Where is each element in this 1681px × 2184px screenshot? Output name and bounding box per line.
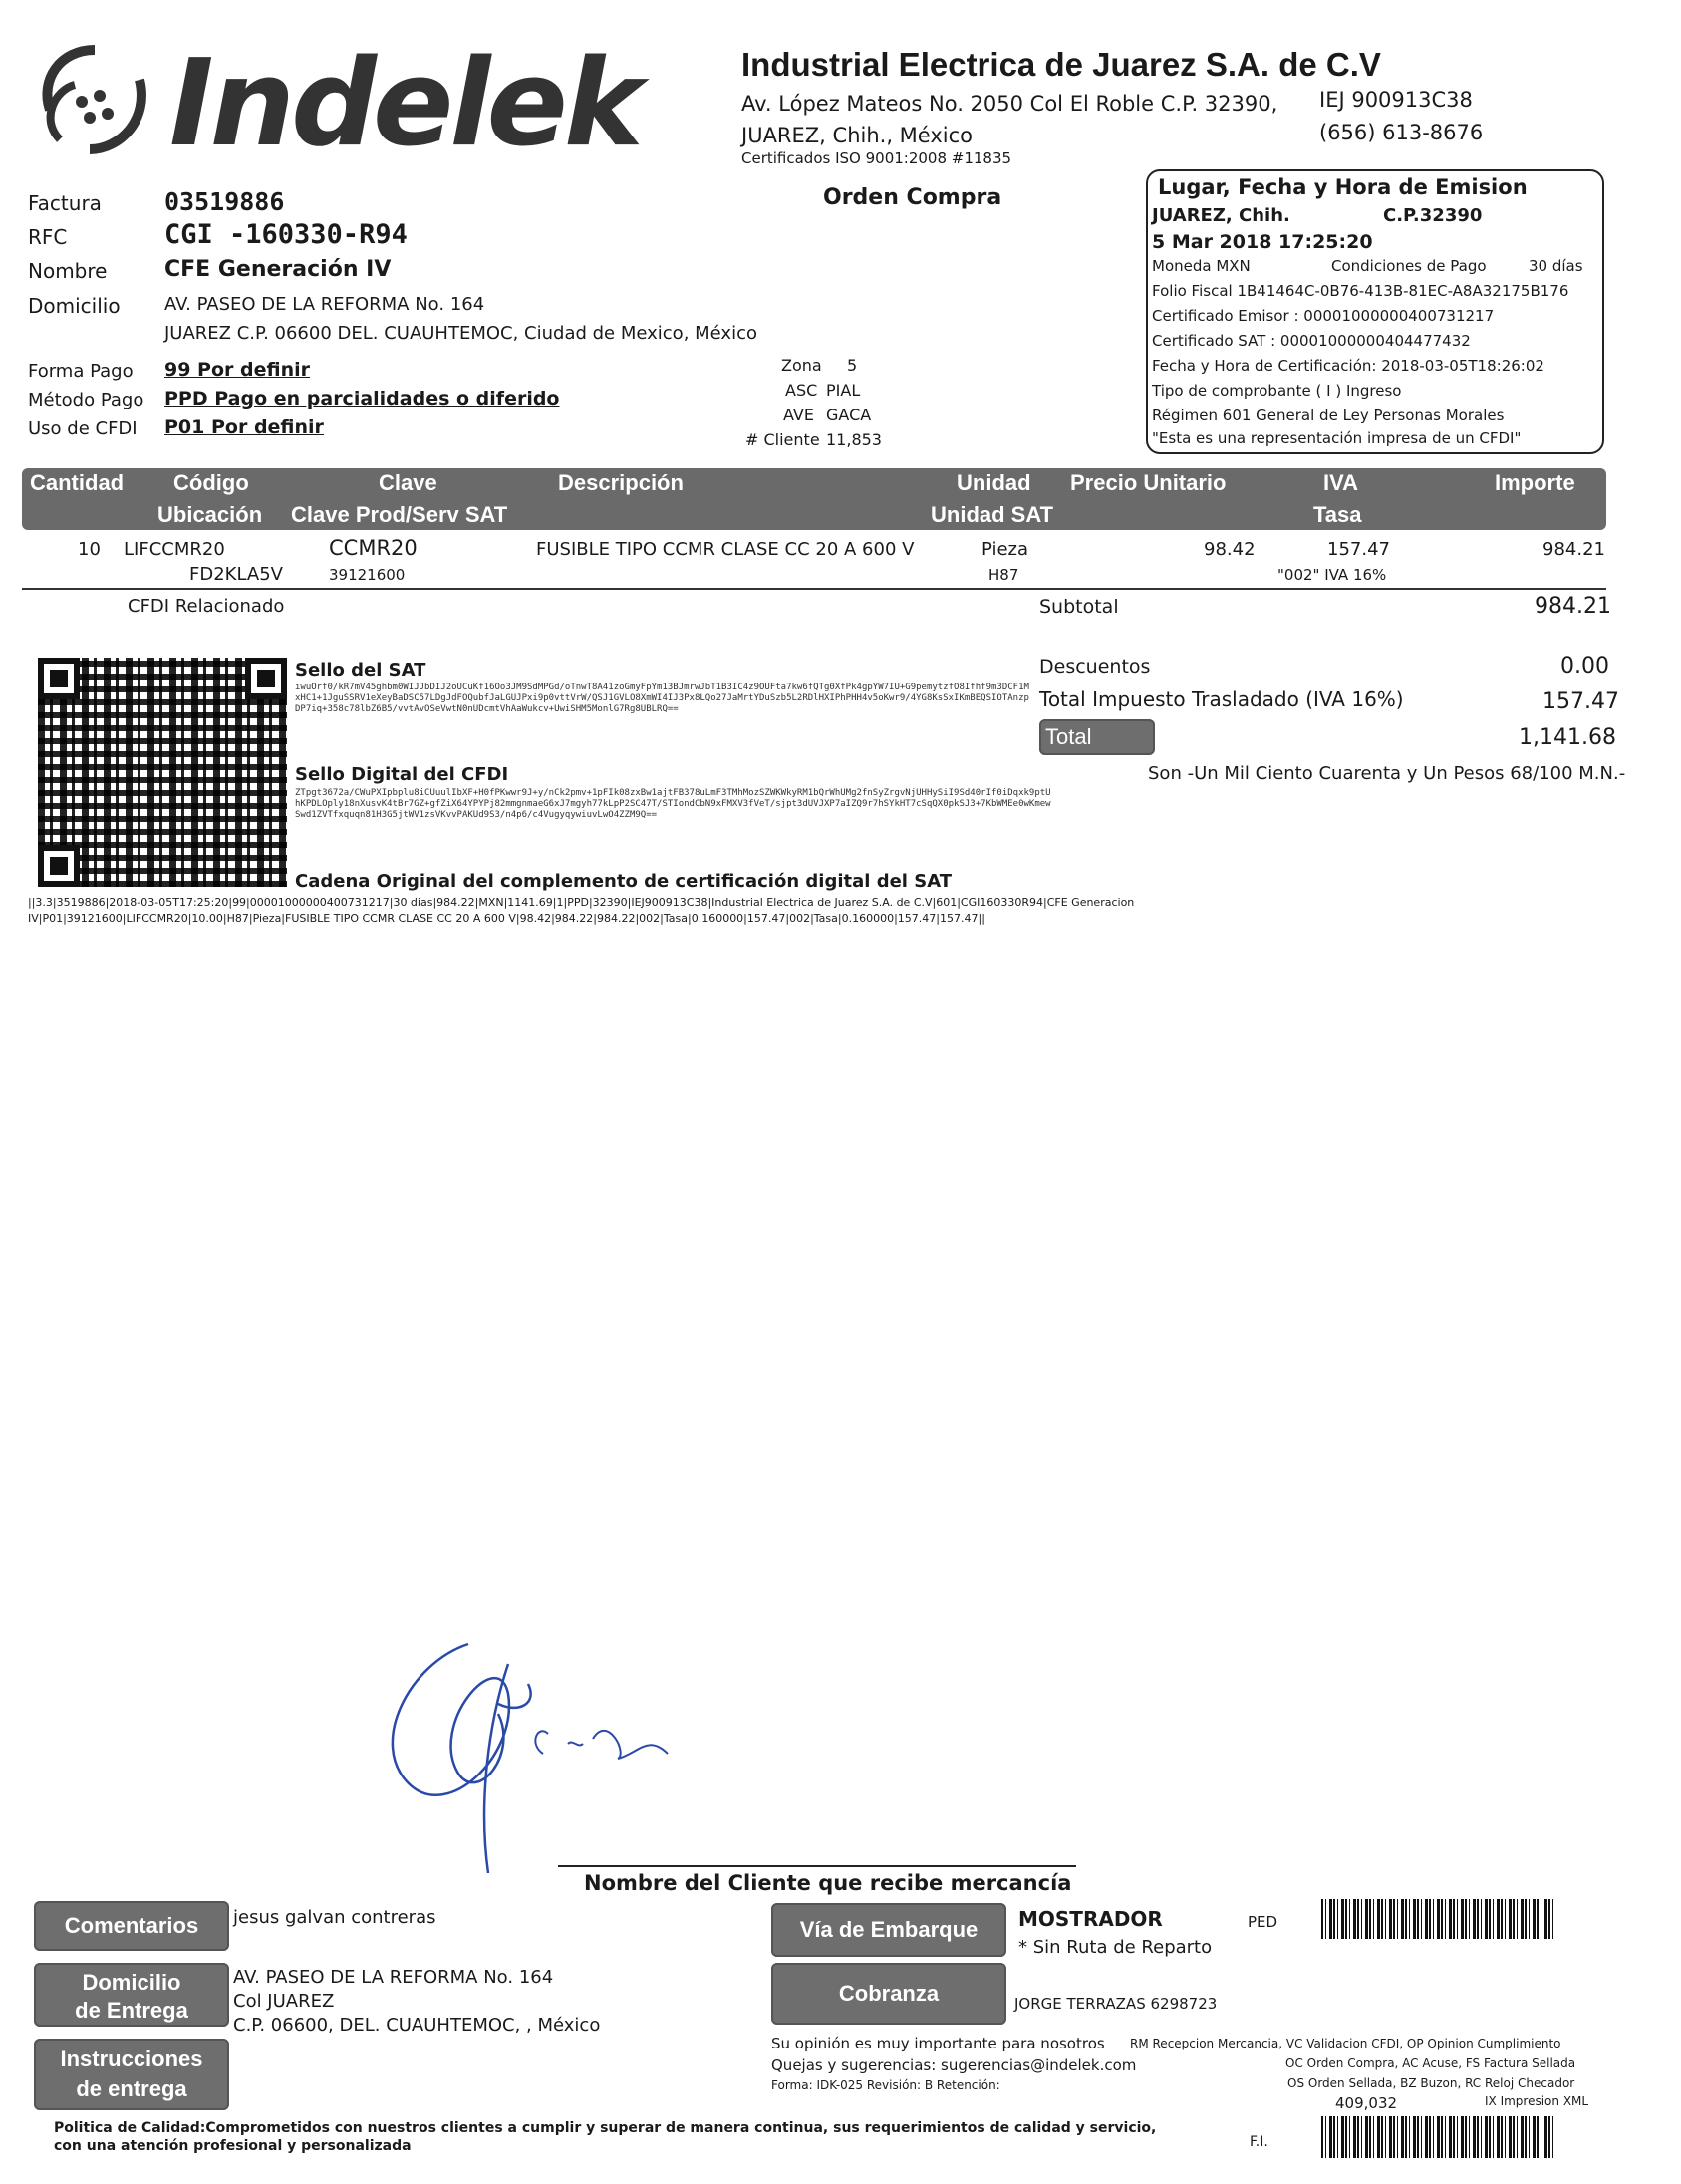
th-unidad-sat: Unidad SAT [931, 502, 1054, 527]
ruta-value: * Sin Ruta de Reparto [1018, 1937, 1213, 1958]
domicilio-line2: JUAREZ C.P. 06600 DEL. CUAUHTEMOC, Ciudad de Mexico, México [164, 323, 757, 344]
impuesto-value: 157.47 [1542, 689, 1619, 714]
ave-label: AVE [783, 406, 814, 424]
cadena-line1: ||3.3|3519886|2018-03-05T17:25:20|99|00001000000400731217|30 dias|984.22|MXN|1141.69|1|PPD|32390|IEJ900913C38|Industrial Electrica de Juarez S.A. de C.V|601|CGI160330R94|CFE Generacion [28, 896, 1135, 909]
emision-tipo: Tipo de comprobante ( I ) Ingreso [1152, 382, 1402, 400]
company-address1: Av. López Mateos No. 2050 Col El Roble C.P. 32390, [741, 92, 1278, 116]
subtotal-value: 984.21 [1535, 594, 1611, 619]
emision-fecha-cert: Fecha y Hora de Certificación: 2018-03-05T18:26:02 [1152, 357, 1544, 375]
company-rfc: IEJ 900913C38 [1319, 88, 1473, 112]
quejas-text: Quejas y sugerencias: sugerencias@indelek.com [771, 2056, 1137, 2074]
row-codigo: LIFCCMR20 [124, 539, 225, 560]
th-descripcion: Descripción [558, 470, 684, 495]
company-phone: (656) 613-8676 [1319, 121, 1484, 144]
footer-number: 409,032 [1335, 2094, 1398, 2112]
factura-label: Factura [28, 191, 102, 215]
cobranza-label: Cobranza [771, 1963, 1006, 2025]
sello-sat-title: Sello del SAT [295, 660, 426, 681]
cliente-value: 11,853 [826, 430, 882, 449]
forma-text: Forma: IDK-025 Revisión: B Retención: [771, 2078, 1000, 2092]
rfc-label: RFC [28, 225, 68, 249]
total-label: Total [1039, 719, 1155, 755]
asc-label: ASC [785, 381, 818, 400]
emision-folio: Folio Fiscal 1B41464C-0B76-413B-81EC-A8A32175B176 [1152, 282, 1569, 300]
emision-cp: C.P.32390 [1383, 205, 1483, 226]
emision-title: Lugar, Fecha y Hora de Emision [1158, 175, 1528, 199]
emision-nota: "Esta es una representación impresa de un CFDI" [1152, 429, 1522, 447]
barcode-top [1321, 1899, 1554, 1939]
th-ubicacion: Ubicación [157, 502, 263, 527]
row-tasa: "002" IVA 16% [1277, 566, 1387, 584]
company-cert: Certificados ISO 9001:2008 #11835 [741, 149, 1012, 167]
ix-legend: IX Impresion XML [1485, 2094, 1589, 2108]
row-divider [22, 588, 1606, 590]
entrega-line3: C.P. 06600, DEL. CUAUHTEMOC, , México [233, 2015, 601, 2036]
opinion-text: Su opinión es muy importante para nosotros [771, 2035, 1105, 2052]
domicilio-entrega-label-line1: Domicilio [82, 1970, 181, 1995]
th-iva: IVA [1323, 470, 1359, 495]
oc-legend: OC Orden Compra, AC Acuse, FS Factura Sellada [1285, 2056, 1576, 2070]
total-value: 1,141.68 [1519, 725, 1616, 750]
instrucciones-label-line1: Instrucciones [60, 2047, 203, 2071]
fi-label: F.I. [1250, 2134, 1268, 2150]
comentarios-value: jesus galvan contreras [233, 1907, 436, 1928]
comentarios-label: Comentarios [34, 1901, 229, 1951]
row-importe: 984.21 [1542, 539, 1605, 560]
logo-wordmark: Indelek [169, 35, 640, 173]
company-name: Industrial Electrica de Juarez S.A. de C.V [741, 46, 1381, 83]
row-clave: CCMR20 [329, 536, 418, 560]
qr-code [38, 658, 287, 887]
row-unidad-sat: H87 [988, 566, 1019, 584]
ave-value: GACA [826, 406, 872, 424]
row-precio: 98.42 [1204, 539, 1256, 560]
domicilio-line1: AV. PASEO DE LA REFORMA No. 164 [164, 294, 485, 315]
th-cantidad: Cantidad [30, 470, 125, 495]
th-tasa: Tasa [1313, 502, 1362, 527]
row-descripcion: FUSIBLE TIPO CCMR CLASE CC 20 A 600 V [536, 539, 915, 560]
doc-title: Orden Compra [823, 185, 1002, 210]
emision-dias: 30 días [1529, 257, 1583, 275]
rfc-value: CGI -160330-R94 [164, 219, 408, 250]
cfdi-relacionado: CFDI Relacionado [128, 596, 285, 617]
signature [369, 1604, 707, 1883]
entrega-line1: AV. PASEO DE LA REFORMA No. 164 [233, 1967, 554, 1988]
emision-box [1146, 169, 1604, 454]
forma-pago-label: Forma Pago [28, 361, 134, 382]
sello-sat-text: iwuOrf0/kR7mV45ghbm0WIJJbDIJ2oUCuKf16Oo3JM9SdMPGd/oTnwT8A41zoGmyFpYm13BJmrwJbT1B3IC4z9OUFta7kw6fQTg0XfPk4gpYW7IU+G9pemytzfO8Ifhf9m3DCF1MxHC1+1JguSSRV1eXeyBaDSC57LDgJdFOQubfJaLGUJPxi9p0vttVrW/QSJ1GVLO8XmWI4IJ3Px8LQo27JaMrtYDuSzb5L2RDlHXIPhPHH4v5oKwr9/4YG8KsSxIKmBEQSIOTAnzpDP7iq+358c78lbZ6B5/vvtAvOSeVwtN0nUDcmtVhAaWukcv+UwiSHM5MonlG7Rg8UBLRQ== [295, 682, 1029, 714]
emision-regimen: Régimen 601 General de Ley Personas Morales [1152, 407, 1505, 424]
barcode-bottom [1321, 2116, 1554, 2158]
os-legend: OS Orden Sellada, BZ Buzon, RC Reloj Checador [1287, 2076, 1575, 2090]
politica-line1: Politica de Calidad:Comprometidos con nuestros clientes a cumplir y superar de manera continua, sus requerimientos de calidad y servicio, [54, 2120, 1157, 2136]
metodo-pago-value: PPD Pago en parcialidades o diferido [164, 388, 560, 410]
factura-value: 03519886 [164, 187, 285, 216]
subtotal-label: Subtotal [1039, 596, 1119, 618]
qr-finder [245, 658, 287, 699]
instrucciones-label [34, 2039, 229, 2110]
qr-finder [38, 845, 80, 887]
descuentos-value: 0.00 [1560, 654, 1609, 679]
row-clave-sat: 39121600 [329, 566, 406, 584]
emision-datetime: 5 Mar 2018 17:25:20 [1152, 231, 1373, 253]
rm-legend: RM Recepcion Mercancia, VC Validacion CFDI, OP Opinion Cumplimiento [1130, 2037, 1561, 2050]
metodo-pago-label: Método Pago [28, 390, 144, 410]
emision-cert-sat: Certificado SAT : 00001000000404477432 [1152, 332, 1471, 350]
indelek-swirl-icon [20, 30, 169, 179]
recibe-label: Nombre del Cliente que recibe mercancía [584, 1871, 1072, 1895]
th-codigo: Código [173, 470, 249, 495]
uso-cfdi-label: Uso de CFDI [28, 418, 138, 439]
asc-value: PIAL [826, 381, 861, 400]
row-cantidad: 10 [78, 539, 101, 560]
domicilio-label: Domicilio [28, 294, 121, 318]
emision-condiciones: Condiciones de Pago [1331, 257, 1487, 275]
cliente-label: # Cliente [745, 430, 820, 449]
domicilio-entrega-label-line2: de Entrega [75, 1998, 188, 2023]
th-unidad: Unidad [957, 470, 1031, 495]
uso-cfdi-value: P01 Por definir [164, 416, 324, 438]
th-importe: Importe [1495, 470, 1575, 495]
via-embarque-value: MOSTRADOR [1018, 1907, 1163, 1931]
row-unidad: Pieza [981, 539, 1029, 560]
instrucciones-label-line2: de entrega [76, 2076, 187, 2101]
row-ubicacion: FD2KLA5V [189, 564, 283, 585]
th-clave-sat: Clave Prod/Serv SAT [291, 502, 508, 527]
company-logo [20, 30, 648, 179]
nombre-label: Nombre [28, 259, 108, 283]
total-letra: Son -Un Mil Ciento Cuarenta y Un Pesos 68/100 M.N.- [1148, 763, 1626, 784]
descuentos-label: Descuentos [1039, 656, 1151, 678]
row-iva: 157.47 [1327, 539, 1390, 560]
nombre-value: CFE Generación IV [164, 257, 392, 282]
cadena-title: Cadena Original del complemento de certificación digital del SAT [295, 871, 953, 892]
th-clave: Clave [379, 470, 437, 495]
impuesto-label: Total Impuesto Trasladado (IVA 16%) [1039, 687, 1404, 711]
emision-cert-emisor: Certificado Emisor : 00001000000400731217 [1152, 307, 1495, 325]
emision-city: JUAREZ, Chih. [1152, 205, 1290, 226]
company-address2: JUAREZ, Chih., México [741, 124, 973, 147]
forma-pago-value: 99 Por definir [164, 359, 310, 381]
sello-cfdi-title: Sello Digital del CFDI [295, 764, 509, 785]
cadena-line2: IV|P01|39121600|LIFCCMR20|10.00|H87|Pieza|FUSIBLE TIPO CCMR CLASE CC 20 A 600 V|98.42|984.22|984.22|002|Tasa|0.160000|157.47|002|Tasa|0.160000|157.47|157.47|| [28, 912, 985, 925]
politica-line2: con una atención profesional y personalizada [54, 2138, 412, 2154]
th-precio: Precio Unitario [1070, 470, 1227, 495]
qr-finder [38, 658, 80, 699]
entrega-line2: Col JUAREZ [233, 1991, 335, 2012]
signature-line [558, 1865, 1076, 1867]
domicilio-entrega-label [34, 1963, 229, 2027]
cobranza-value: JORGE TERRAZAS 6298723 [1014, 1995, 1218, 2013]
zona-label: Zona [781, 356, 822, 375]
ped-label: PED [1248, 1913, 1278, 1931]
emision-moneda: Moneda MXN [1152, 257, 1251, 275]
sello-cfdi-text: ZTpgt3672a/CWuPXIpbplu8iCUuulIbXF+H0fPKwwr9J+y/nCk2pmv+1pFIk08zxBw1ajtFB378uLmF3TMhMozSZWKWkyRM1bQrWhUMg2fnSyZrgvNjUHHySiI9Sd40rIf0iDqxk9ptUhKPDLOply18nXusvK4tBr7GZ+gfZiX64YPYPj82mmgnmaeG6xJ7mgyh77kLpP2SC47T/STIondCbN9xFMXV3fVeT/sjpt3dUVJXP7aIZQ9r7hSYkHT7cSqQX0pkSJ3+7KbWMEe0wKmewSwd1ZVTfxquqn81H3G5jtWV1zsVKvvPAKUd9S3/n4p6/c4VugyqywiuvLwO4ZZM9Q== [295, 788, 1051, 820]
zona-value: 5 [847, 356, 858, 375]
via-embarque-label: Vía de Embarque [771, 1903, 1006, 1957]
